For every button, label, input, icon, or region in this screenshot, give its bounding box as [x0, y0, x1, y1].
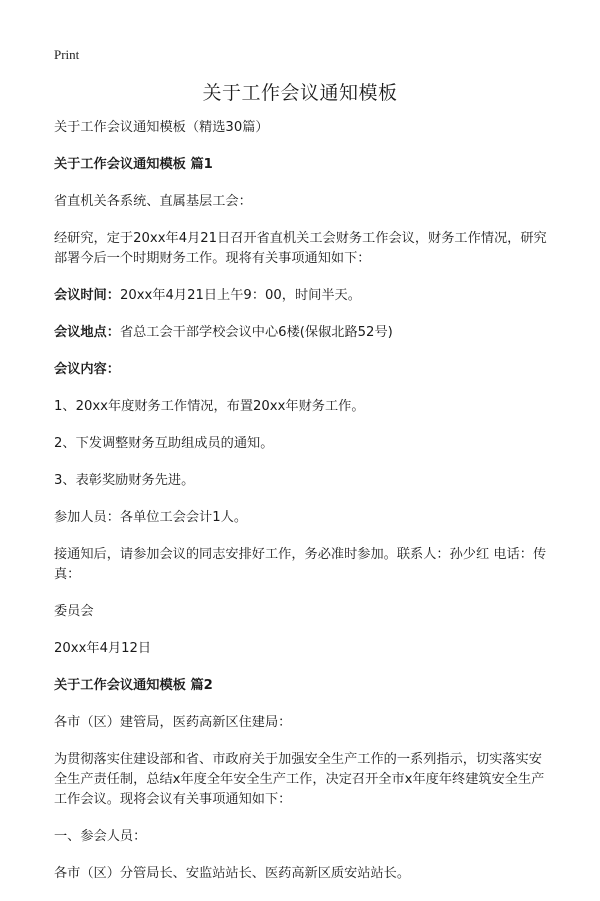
meeting-place	[54, 323, 554, 343]
content-item-1: 1、20xx年度财务工作情况，布置20xx年财务工作。	[54, 399, 365, 414]
attendees-heading: 一、参会人员：	[54, 829, 147, 844]
meeting-content-label: 会议内容：	[54, 362, 120, 377]
document-body	[54, 118, 554, 901]
meeting-time	[54, 286, 554, 306]
addressee-2: 各市（区）建管局，医药高新区住建局：	[54, 715, 292, 730]
notice-paragraph: 接通知后，请参加会议的同志安排好工作，务必准时参加。联系人：孙少红 电话：传真：	[54, 547, 547, 582]
content-item-2: 2、下发调整财务互助组成员的通知。	[54, 436, 274, 451]
signature: 委员会	[54, 604, 94, 619]
intro-paragraph: 经研究，定于20xx年4月21日召开省直机关工会财务工作会议，财务工作情况，研究部署今后一个时期财务工作。现将有关事项通知如下：	[54, 231, 547, 266]
meeting-time-label: 会议时间：	[54, 288, 120, 303]
section-heading-2: 关于工作会议通知模板 篇2	[54, 678, 213, 693]
addressee: 省直机关各系统、直属基层工会：	[54, 194, 252, 209]
attendees: 参加人员：各单位工会会计1人。	[54, 510, 248, 525]
meeting-time-value: 20xx年4月21日上午9：00，时间半天。	[119, 288, 361, 303]
print-link[interactable]: Print	[54, 47, 80, 62]
intro-paragraph-2: 为贯彻落实住建设部和省、市政府关于加强安全生产工作的一系列指示，切实落实安全生产责任制，总结x年度全年安全生产工作，决定召开全市x年度年终建筑安全生产工作会议。现将会议有关事项通知如下：	[54, 752, 545, 807]
document-date: 20xx年4月12日	[54, 641, 152, 656]
content-item-3: 3、表彰奖励财务先进。	[54, 473, 195, 488]
document-subtitle: 关于工作会议通知模板（精选30篇）	[54, 120, 269, 135]
meeting-place-value: 省总工会干部学校会议中心6楼(保俶北路52号)	[119, 325, 393, 340]
section-heading-1: 关于工作会议通知模板 篇1	[54, 157, 213, 172]
meeting-place-label: 会议地点：	[54, 325, 120, 340]
attendees-detail: 各市（区）分管局长、安监站站长、医药高新区质安站站长。	[54, 866, 411, 881]
page-title: 关于工作会议通知模板	[202, 82, 398, 104]
